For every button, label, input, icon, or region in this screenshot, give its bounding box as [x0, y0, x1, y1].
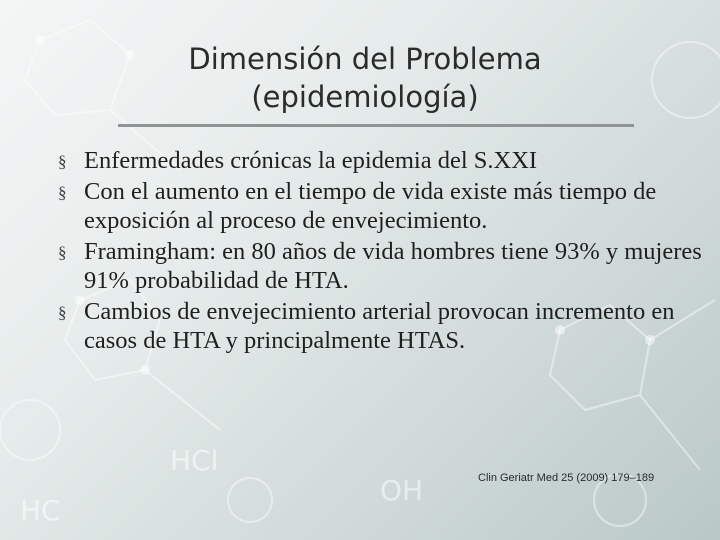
background-label-hc: HC [20, 494, 61, 527]
bullet-item [58, 237, 708, 295]
bullet-item [58, 146, 708, 175]
section-sign-bullet-icon: § [58, 303, 67, 322]
bullet-text: Cambios de envejecimiento arterial provocan incremento en casos de HTA y principalmente HTAS. [84, 298, 675, 354]
bullet-item [58, 177, 708, 235]
bullet-item [58, 297, 708, 355]
bullet-text: Framingham: en 80 años de vida hombres tiene 93% y mujeres 91% probabilidad de HTA. [84, 238, 702, 294]
title-divider [118, 124, 634, 127]
citation: Clin Geriatr Med 25 (2009) 179–189 [478, 472, 655, 484]
slide-title-line-2: (epidemiología) [251, 80, 479, 114]
bullet-text: Con el aumento en el tiempo de vida existe más tiempo de exposición al proceso de envejecimiento. [84, 178, 657, 234]
slide-title [120, 40, 610, 116]
background-label-oh: OH [380, 474, 424, 507]
section-sign-bullet-icon: § [58, 243, 67, 262]
section-sign-bullet-icon: § [58, 183, 67, 202]
section-sign-bullet-icon: § [58, 152, 67, 171]
bullet-text: Enfermedades crónicas la epidemia del S.XXI [84, 147, 538, 174]
slide-title-line-1: Dimensión del Problema [188, 42, 542, 76]
bullet-list [58, 146, 708, 357]
background-label-hcl: HCl [170, 444, 219, 477]
